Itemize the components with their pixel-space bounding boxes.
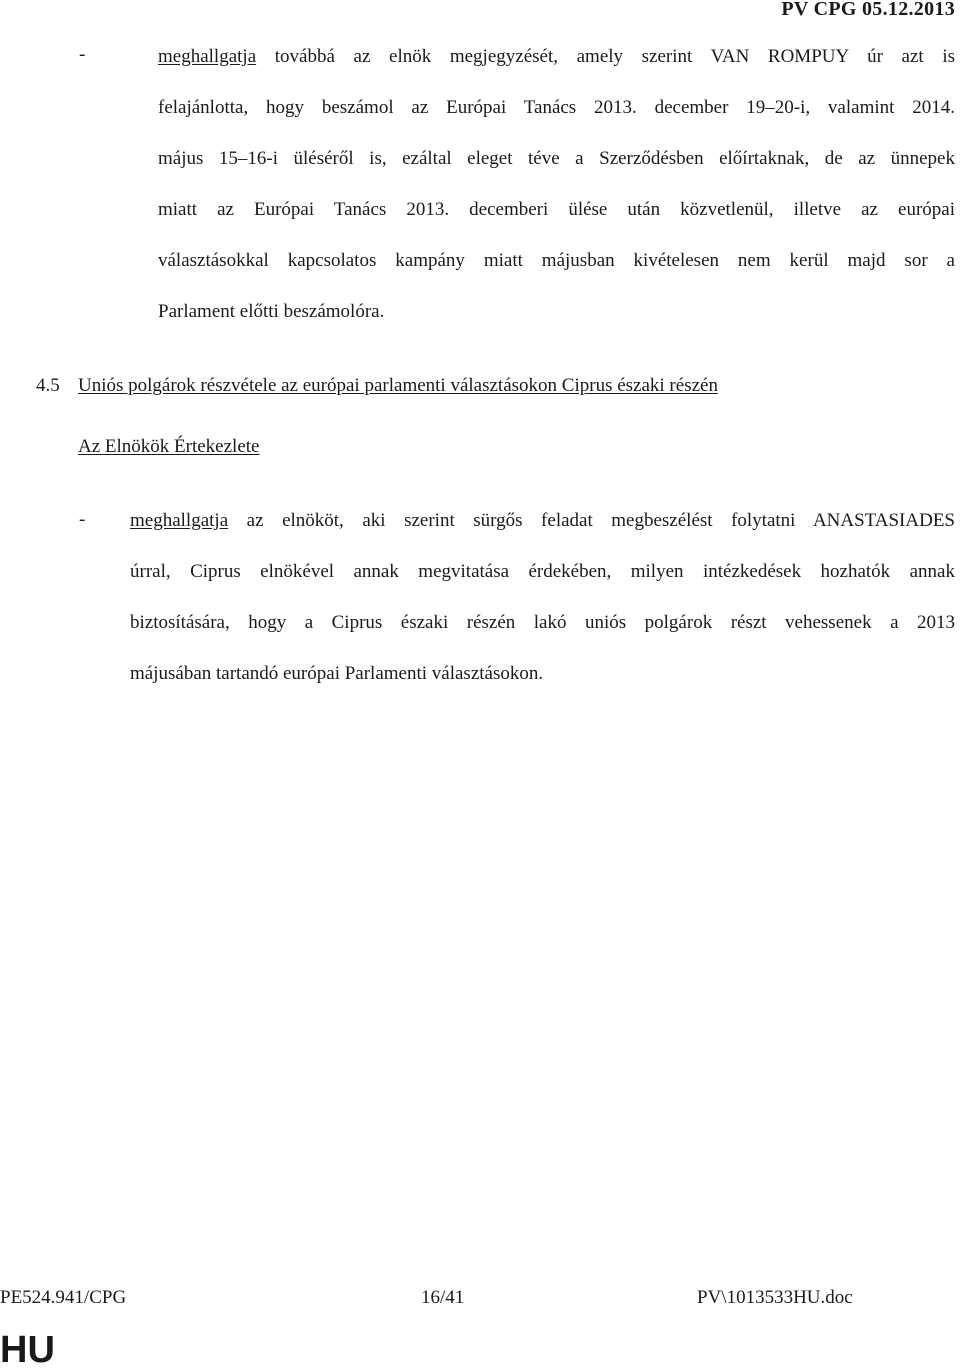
paragraph-line: májusában tartandó európai Parlamenti választásokon.	[130, 663, 544, 684]
paragraph-line: biztosítására, hogy a Ciprus északi részén lakó uniós polgárok részt vehessenek a 2013	[130, 612, 955, 633]
footer-page-number: 16/41	[421, 1287, 465, 1308]
paragraph-line: miatt az Európai Tanács 2013. decemberi ülése után közvetlenül, illetve az európai	[158, 199, 955, 220]
paragraph-line: meghallgatja továbbá az elnök megjegyzését, amely szerint VAN ROMPUY úr azt is	[158, 46, 955, 67]
document-reference: PV CPG 05.12.2013	[781, 0, 955, 20]
paragraph-line: május 15–16-i üléséről is, ezáltal eleget téve a Szerződésben előírtaknak, de az ünnepek	[158, 148, 955, 169]
paragraph-line: választásokkal kapcsolatos kampány miatt májusban kivételesen nem kerül majd sor a	[158, 250, 955, 271]
paragraph-cyprus	[130, 495, 955, 699]
body-name: Az Elnökök Értekezlete	[78, 436, 260, 457]
paragraph-line: Parlament előtti beszámolóra.	[158, 301, 385, 322]
language-code: HU	[0, 1329, 55, 1371]
paragraph-chair-remarks	[158, 31, 955, 337]
section-title: Uniós polgárok részvétele az európai parlamenti választásokon Ciprus északi részén	[78, 375, 718, 396]
action-verb: meghallgatja	[130, 510, 229, 531]
action-verb: meghallgatja	[158, 46, 257, 67]
paragraph-line: felajánlotta, hogy beszámol az Európai Tanács 2013. december 19–20-i, valamint 2014.	[158, 97, 955, 118]
footer-doc-ref: PE524.941/CPG	[0, 1287, 127, 1308]
paragraph-line: meghallgatja az elnököt, aki szerint sürgős feladat megbeszélést folytatni ANASTASIADES	[130, 510, 955, 531]
paragraph-line: úrral, Ciprus elnökével annak megvitatása érdekében, milyen intézkedések hozhatók annak	[130, 561, 955, 582]
footer-file-name: PV\1013533HU.doc	[697, 1287, 853, 1308]
section-number: 4.5	[36, 375, 60, 396]
bullet-dash: -	[79, 44, 86, 65]
bullet-dash: -	[79, 509, 86, 530]
